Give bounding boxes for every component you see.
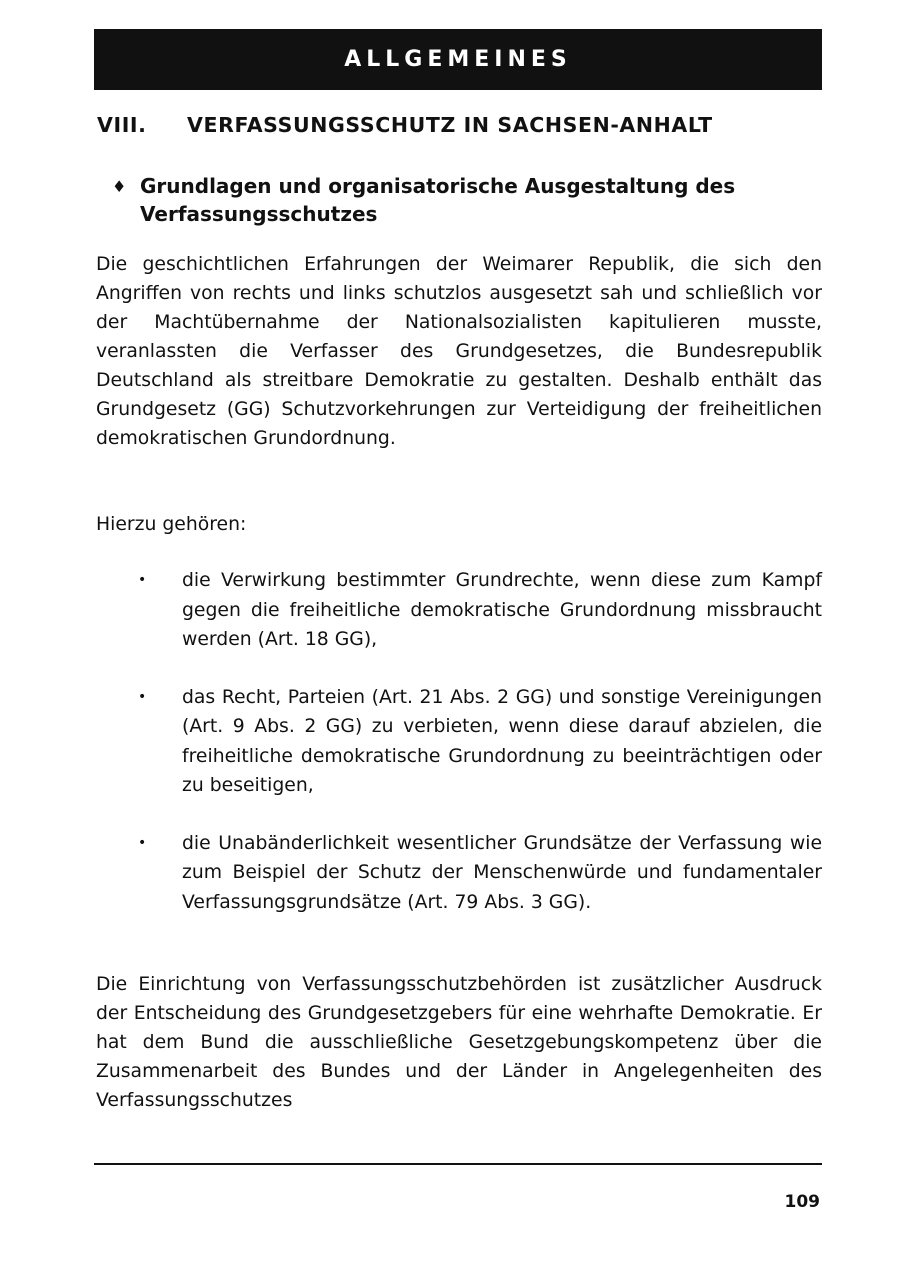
chapter-number: VIII.: [97, 113, 147, 137]
page-number: 109: [784, 1192, 820, 1212]
closing-paragraph: Die Einrichtung von Verfassungsschutzbehörden ist zusätzlicher Ausdruck der Entscheidung des Grundgesetzgebers für eine wehrhafte Demokratie. Er hat dem Bund die ausschließliche Gesetzgebungskompetenz über die Zusammenarbeit des Bundes und der Länder in Angelegenheiten des Verfassungsschutzes: [96, 974, 822, 1111]
list-item: [138, 829, 822, 918]
list-item-text: das Recht, Parteien (Art. 21 Abs. 2 GG) und sonstige Vereinigungen (Art. 9 Abs. 2 GG) zu verbieten, wenn diese darauf abzielen, die freiheitliche demokratische Grundordnung zu beeinträchtigen oder zu beseitigen,: [182, 686, 822, 796]
chapter-title: VERFASSUNGSSCHUTZ IN SACHSEN-ANHALT: [187, 113, 713, 137]
list-intro: Hierzu gehören:: [96, 514, 247, 535]
diamond-bullet-icon: ♦: [112, 177, 127, 196]
footer-divider: [94, 1163, 822, 1165]
bullet-icon: •: [138, 834, 147, 851]
bullet-icon: •: [138, 572, 147, 588]
intro-paragraph: Die geschichtlichen Erfahrungen der Weimarer Republik, die sich den Angriffen von rechts und links schutzlos ausgesetzt sah und schließlich vor der Machtübernahme der Nationalsozialisten kapitulieren musste, veranlassten die Verfasser des Grundgesetzes, die Bundesrepublik Deutschland als streitbare Demokratie zu gestalten. Deshalb enthält das Grundgesetz (GG) Schutzvorkehrungen zur Verteidigung der freiheitlichen demokratischen Grundordnung.: [96, 254, 822, 449]
banner-title: ALLGEMEINES: [344, 47, 572, 72]
bullet-icon: •: [138, 688, 147, 705]
chapter-heading: [97, 113, 822, 137]
list-item-text: die Verwirkung bestimmter Grundrechte, wenn diese zum Kampf gegen die freiheitliche demokratische Grundordnung missbraucht werden (Art. 18 GG),: [182, 570, 822, 650]
list-item-text: die Unabänderlichkeit wesentlicher Grundsätze der Verfassung wie zum Beispiel der Schutz der Menschenwürde und fundamentaler Verfassungsgrundsätze (Art. 79 Abs. 3 GG).: [182, 832, 822, 913]
bullet-list: [138, 566, 822, 945]
section-title: Grundlagen und organisatorische Ausgestaltung des Verfassungsschutzes: [140, 174, 736, 226]
list-item: [138, 683, 822, 801]
list-item: [138, 566, 822, 655]
section-banner: [94, 29, 822, 90]
section-heading: [112, 172, 822, 228]
